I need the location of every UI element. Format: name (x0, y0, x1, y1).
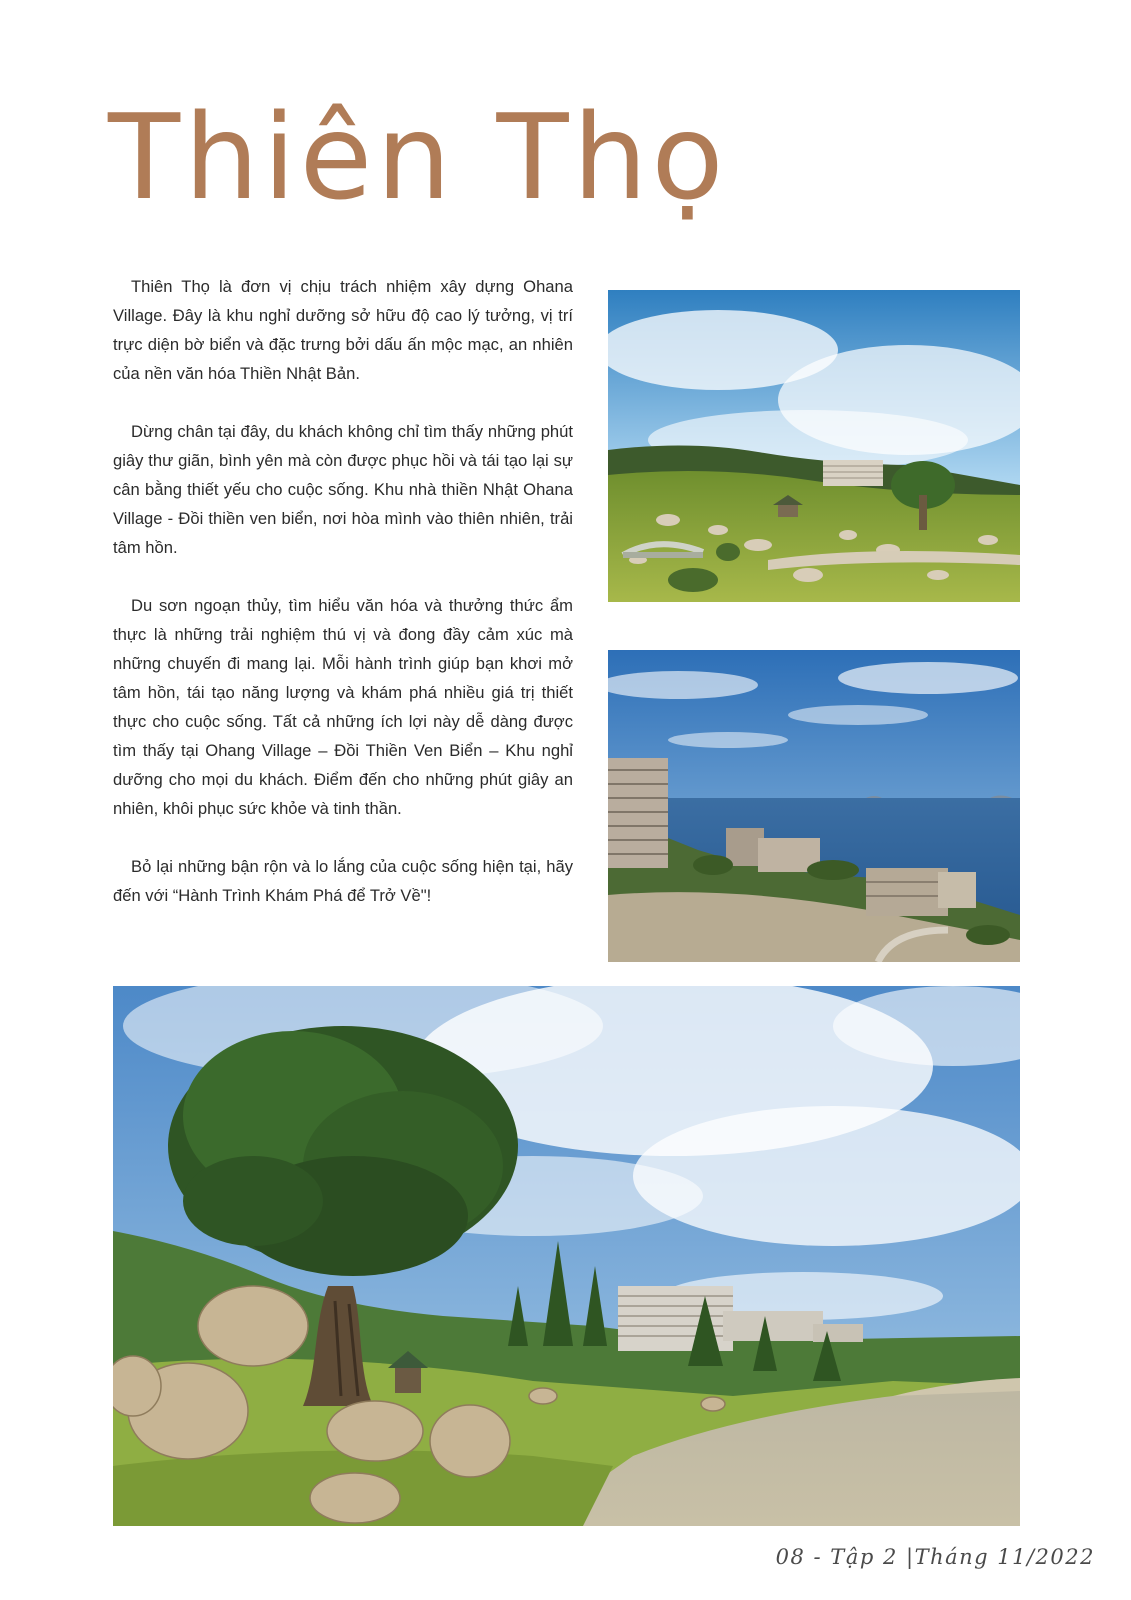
page-title: Thiên Thọ (108, 88, 728, 226)
article-body (113, 272, 573, 939)
banyan-tree-photo (113, 986, 1020, 1526)
zen-garden-photo (608, 290, 1020, 602)
article-paragraph-1: Thiên Thọ là đơn vị chịu trách nhiệm xây dựng Ohana Village. Đây là khu nghỉ dưỡng sở hữu độ cao lý tưởng, vị trí trực diện bờ biển và đặc trưng bởi dấu ấn mộc mạc, an nhiên của nền văn hóa Thiền Nhật Bản. (113, 277, 573, 383)
page-footer: 08 - Tập 2 |Tháng 11/2022 (775, 1545, 1095, 1569)
article-paragraph-2: Dừng chân tại đây, du khách không chỉ tìm thấy những phút giây thư giãn, bình yên mà còn được phục hồi và tái tạo lại sự cân bằng thiết yếu cho cuộc sống. Khu nhà thiền Nhật Ohana Village - Đồi thiền ven biển, nơi hòa mình vào thiên nhiên, trải tâm hồn. (113, 422, 573, 557)
article-paragraph-4: Bỏ lại những bận rộn và lo lắng của cuộc sống hiện tại, hãy đến với “Hành Trình Khám Phá để Trở Về"! (113, 857, 573, 905)
article-paragraph-3: Du sơn ngoạn thủy, tìm hiểu văn hóa và thưởng thức ẩm thực là những trải nghiệm thú vị và đong đầy cảm xúc mà những chuyến đi mang lại. Mỗi hành trình giúp bạn khơi mở tâm hồn, tái tạo năng lượng và khám phá nhiều giá trị thiết thực cho cuộc sống. Tất cả những ích lợi này dễ dàng được tìm thấy tại Ohang Village – Đồi Thiền Ven Biển – Khu nghỉ dưỡng cho mọi du khách. Điểm đến cho những phút giây an nhiên, khôi phục sức khỏe và tinh thần. (113, 596, 573, 818)
seaside-hotel-photo (608, 650, 1020, 962)
